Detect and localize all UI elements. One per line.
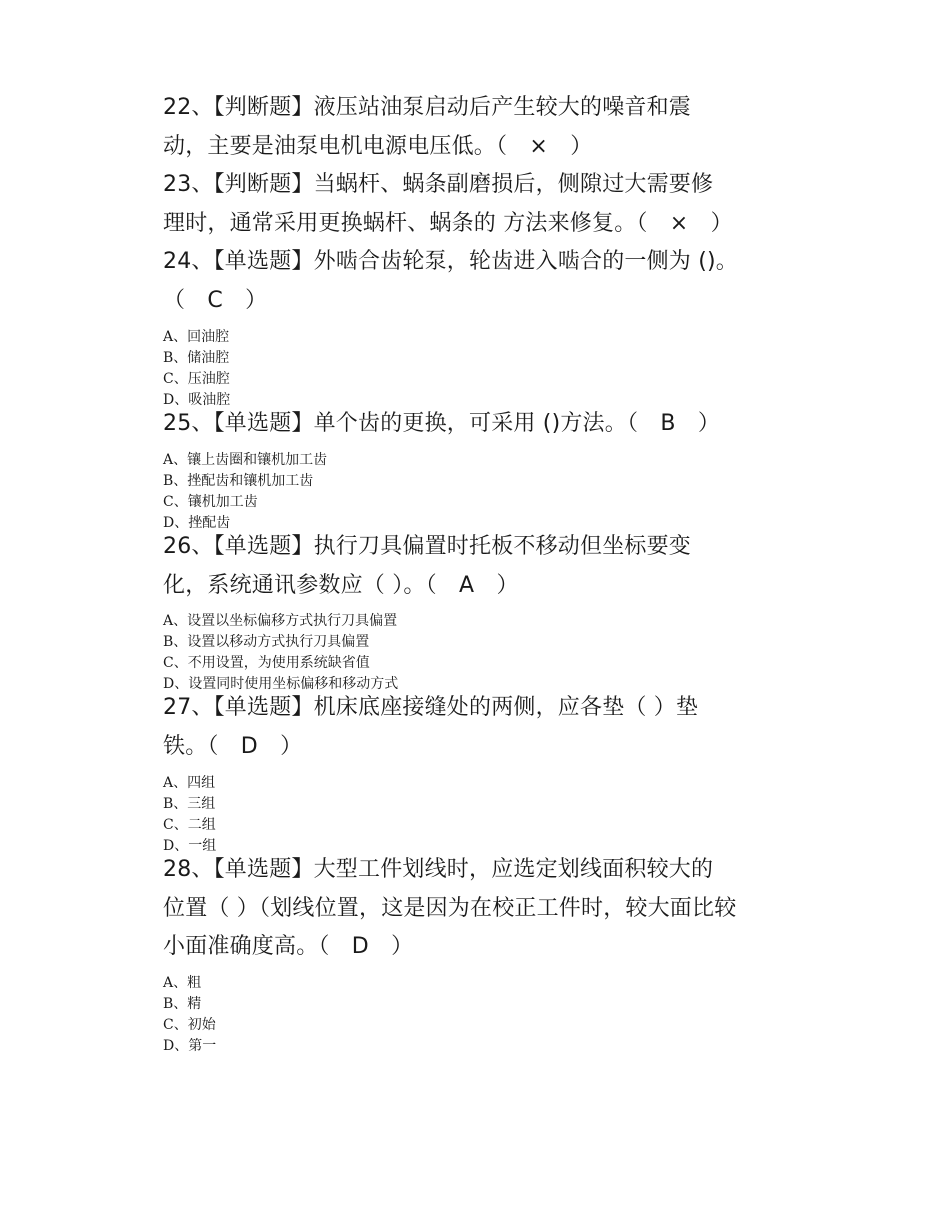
question-28-option-d: D、第一: [163, 1038, 217, 1054]
question-23-line-1: 23、【判断题】当蜗杆、蜗条副磨损后，侧隙过大需要修: [163, 172, 714, 197]
question-27-line-2: 铁。（ D ）: [163, 734, 303, 759]
question-26-option-c: C、不用设置，为使用系统缺省值: [163, 655, 370, 671]
question-22-line-2: 动，主要是油泵电机电源电压低。（ × ）: [163, 134, 593, 159]
question-28-line-3: 小面准确度高。（ D ）: [163, 934, 414, 959]
question-25-option-c: C、镶机加工齿: [163, 494, 258, 510]
question-27-option-a: A、四组: [163, 775, 216, 791]
question-24-line-1: 24、【单选题】外啮合齿轮泵，轮齿进入啮合的一侧为 ()。: [163, 249, 738, 274]
question-27-option-c: C、二组: [163, 817, 216, 833]
question-24-option-d: D、吸油腔: [163, 392, 231, 408]
question-24-option-b: B、储油腔: [163, 350, 230, 366]
question-27-option-b: B、三组: [163, 796, 216, 812]
question-22-line-1: 22、【判断题】液压站油泵启动后产生较大的噪音和震: [163, 95, 691, 120]
question-28-line-1: 28、【单选题】大型工件划线时，应选定划线面积较大的: [163, 857, 714, 882]
question-26-option-d: D、设置同时使用坐标偏移和移动方式: [163, 676, 399, 692]
question-28-option-b: B、精: [163, 996, 202, 1012]
question-24-line-2: （ C ）: [163, 288, 268, 313]
question-24-option-c: C、压油腔: [163, 371, 230, 387]
question-27-option-d: D、一组: [163, 838, 217, 854]
question-26-line-1: 26、【单选题】执行刀具偏置时托板不移动但坐标要变: [163, 534, 691, 559]
question-24-option-a: A、回油腔: [163, 329, 230, 345]
question-25-option-a: A、镶上齿圈和镶机加工齿: [163, 452, 328, 468]
question-25-option-d: D、挫配齿: [163, 515, 231, 531]
question-28-option-c: C、初始: [163, 1017, 216, 1033]
question-27-line-1: 27、【单选题】机床底座接缝处的两侧，应各垫（ ）垫: [163, 695, 699, 720]
question-28-option-a: A、粗: [163, 975, 202, 991]
question-26-line-2: 化，系统通讯参数应（ ）。（ A ）: [163, 573, 519, 598]
question-23-line-2: 理时，通常采用更换蜗杆、蜗条的 方法来修复。（ × ）: [163, 211, 733, 236]
question-26-option-b: B、设置以移动方式执行刀具偏置: [163, 634, 370, 650]
question-25-option-b: B、挫配齿和镶机加工齿: [163, 473, 314, 489]
question-25-line-1: 25、【单选题】单个齿的更换，可采用 ()方法。（ B ）: [163, 411, 721, 436]
question-28-line-2: 位置（ ）（划线位置，这是因为在校正工件时，较大面比较: [163, 896, 737, 921]
question-26-option-a: A、设置以坐标偏移方式执行刀具偏置: [163, 613, 398, 629]
